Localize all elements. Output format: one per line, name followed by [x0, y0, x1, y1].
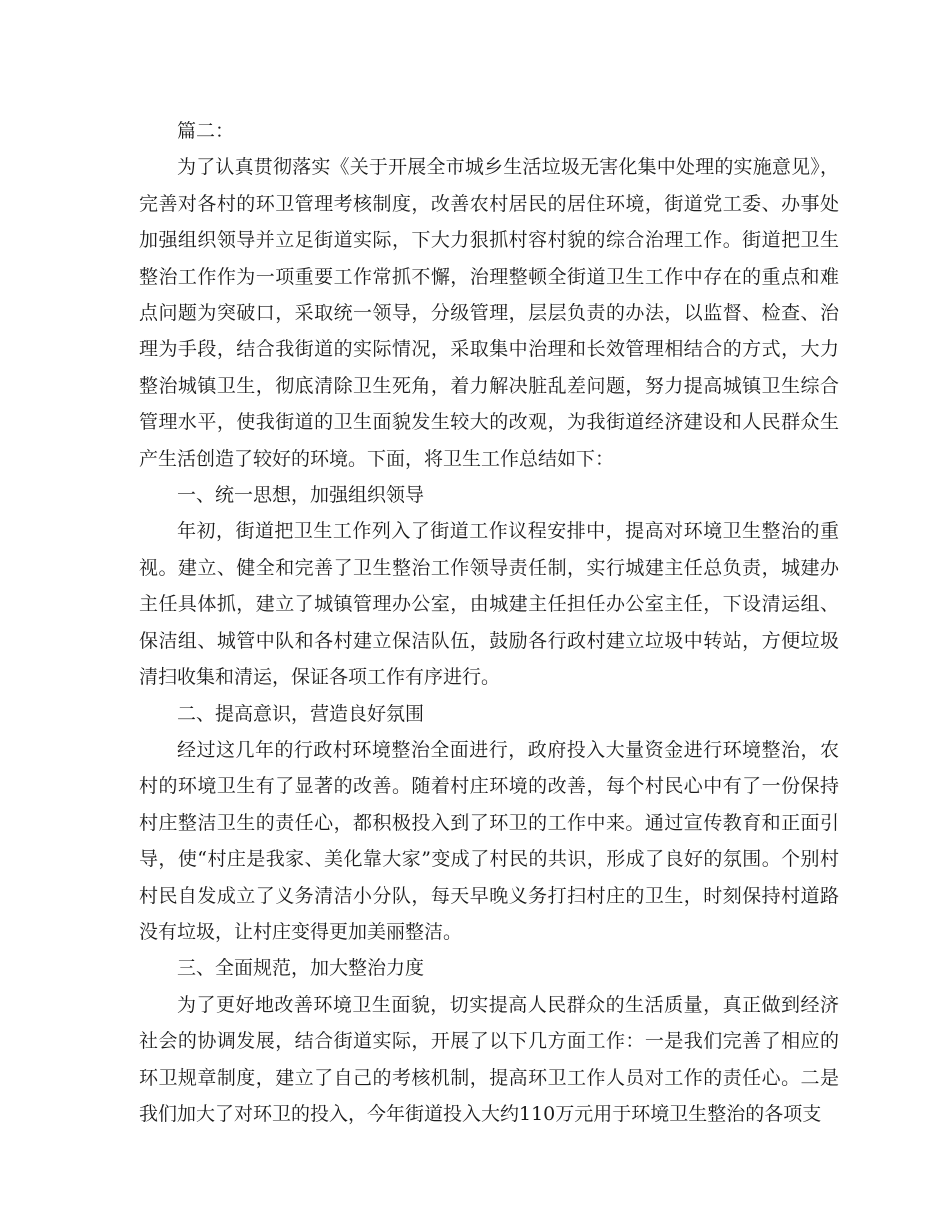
heading-2: 二、提高意识，营造良好氛围 — [177, 702, 425, 725]
paragraph-1: 年初，街道把卫生工作列入了街道工作议程安排中，提高对环境卫生整治的重视。建立、健全和完善了卫生整治工作领导责任制，实行城建主任总负责，城建办主任具体抓，建立了城镇管理办公室，由城建主任担任办公室主任，下设清运组、保洁组、城管中队和各村建立保洁队伍，鼓励各行政村建立垃圾中转站，方便垃圾清扫收集和清运，保证各项工作有序进行。 — [139, 520, 839, 689]
paragraph-2: 经过这几年的行政村环境整治全面进行，政府投入大量资金进行环境整治，农村的环境卫生有了显著的改善。随着村庄环境的改善，每个村民心中有了一份保持村庄整洁卫生的责任心，都积极投入到了环卫的工作中来。通过宣传教育和正面引导，使“村庄是我家、美化靠大家”变成了村民的共识，形成了良好的氛围。个别村村民自发成立了义务清洁小分队，每天早晚义务打扫村庄的卫生，时刻保持村道路没有垃圾，让村庄变得更加美丽整洁。 — [139, 738, 839, 943]
heading-1: 一、统一思想，加强组织领导 — [177, 484, 425, 507]
section-label: 篇二： — [177, 120, 235, 142]
paragraph-3: 为了更好地改善环境卫生面貌，切实提高人民群众的生活质量，真正做到经济社会的协调发展，结合街道实际，开展了以下几方面工作：一是我们完善了相应的环卫规章制度，建立了自己的考核机制，提高环卫工作人员对工作的责任心。二是我们加大了对环卫的投入，今年街道投入大约110万元用于环境卫生整治的各项支 — [139, 993, 839, 1125]
intro-paragraph: 为了认真贯彻落实《关于开展全市城乡生活垃圾无害化集中处理的实施意见》，完善对各村的环卫管理考核制度，改善农村居民的居住环境，街道党工委、办事处加强组织领导并立足街道实际，下大力狠抓村容村貌的综合治理工作。街道把卫生整治工作作为一项重要工作常抓不懈，治理整顿全街道卫生工作中存在的重点和难点问题为突破口，采取统一领导，分级管理，层层负责的办法，以监督、检查、治理为手段，结合我街道的实际情况，采取集中治理和长效管理相结合的方式，大力整治城镇卫生，彻底清除卫生死角，着力解决脏乱差问题，努力提高城镇卫生综合管理水平，使我街道的卫生面貌发生较大的改观，为我街道经济建设和人民群众生产生活创造了较好的环境。下面，将卫生工作总结如下： — [139, 156, 839, 470]
document-body — [139, 113, 839, 1132]
heading-3: 三、全面规范，加大整治力度 — [177, 957, 425, 980]
